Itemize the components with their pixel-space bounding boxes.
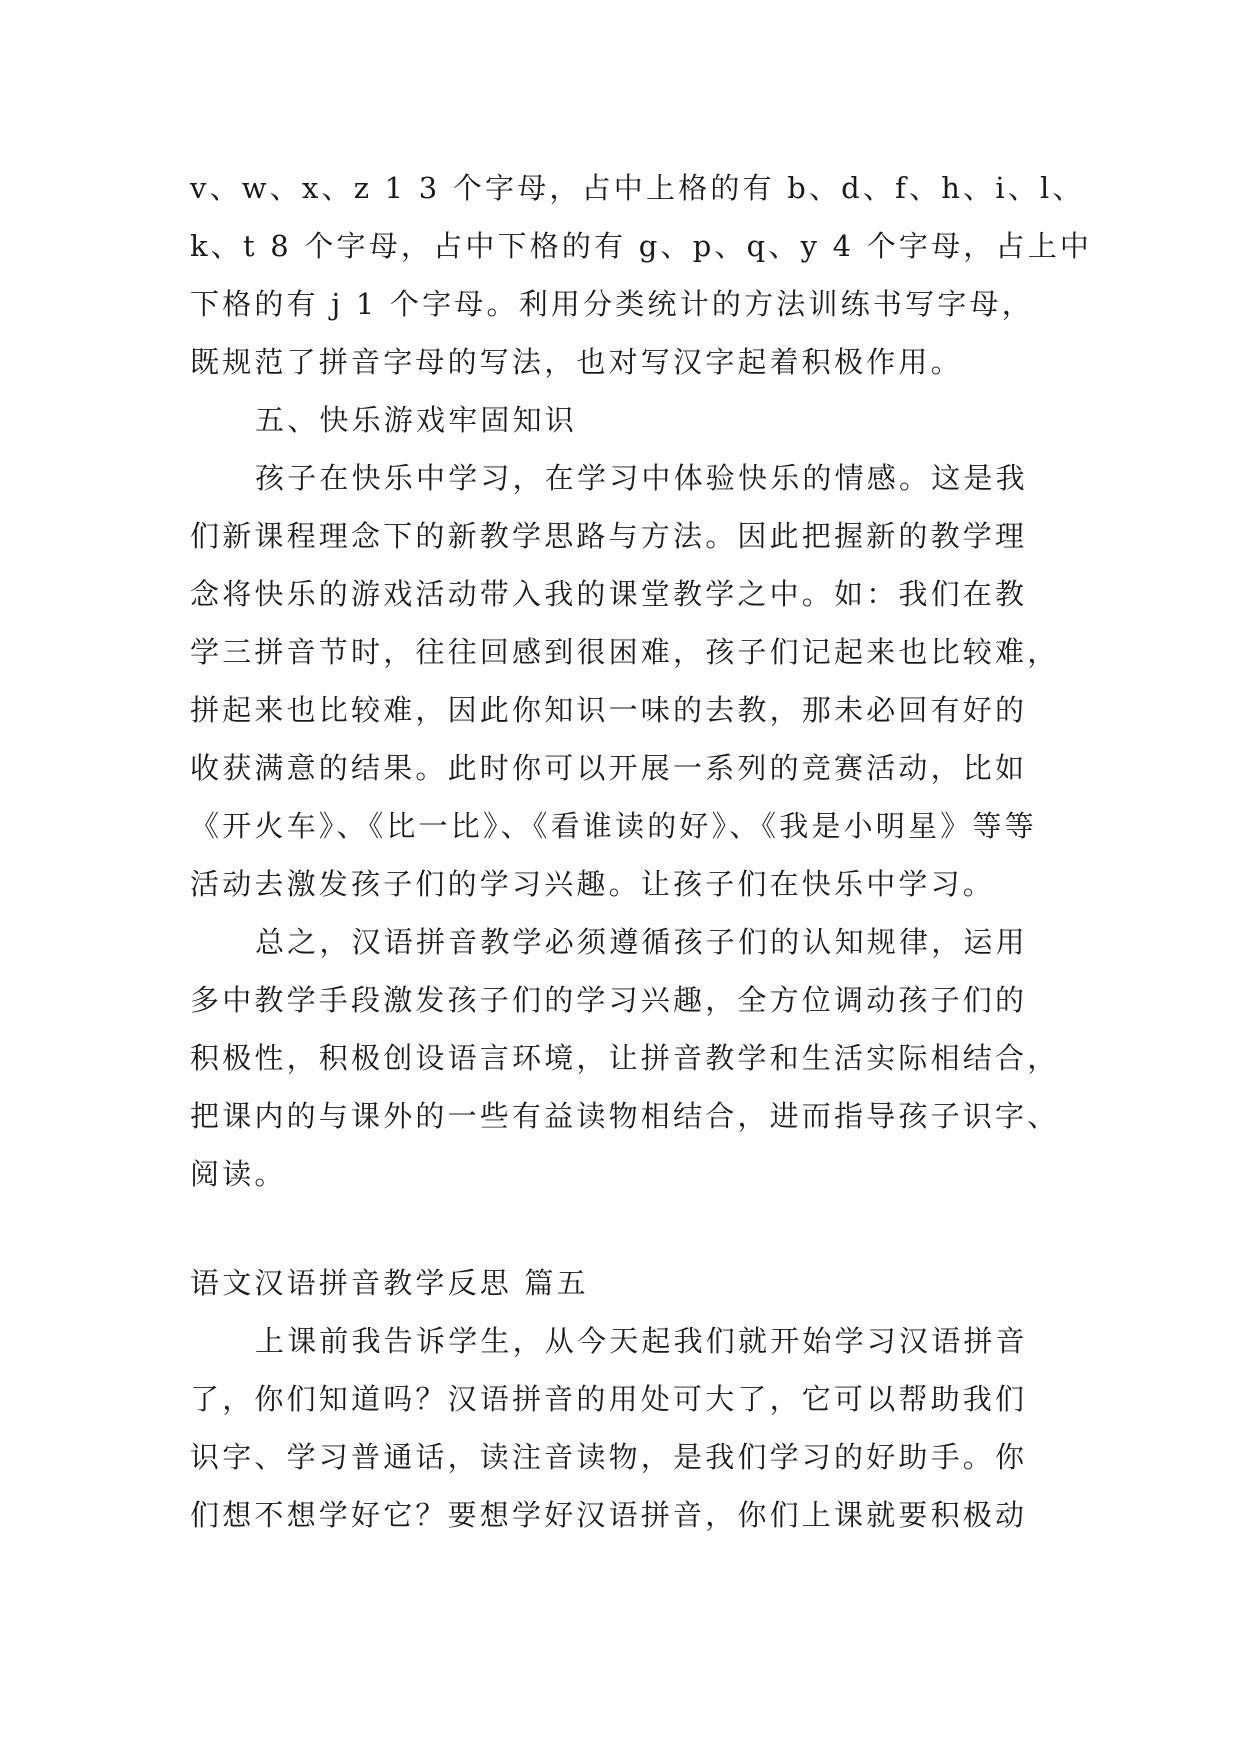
text-line: 念将快乐的游戏活动带入我的课堂教学之中。如：我们在教	[190, 577, 1028, 611]
text-line: 识字、学习普通话，读注音读物，是我们学习的好助手。你	[190, 1440, 1028, 1474]
text-line: 拼起来也比较难，因此你知识一味的去教，那未必回有好的	[190, 693, 1028, 727]
text-line: 活动去激发孩子们的学习兴趣。让孩子们在快乐中学习。	[190, 867, 996, 901]
text-line: 多中教学手段激发孩子们的学习兴趣，全方位调动孩子们的	[190, 983, 1028, 1017]
text-line: 把课内的与课外的一些有益读物相结合，进而指导孩子识字、	[190, 1099, 1060, 1133]
text-line: 们新课程理念下的新教学思路与方法。因此把握新的教学理	[190, 519, 1028, 553]
text-line: 孩子在快乐中学习，在学习中体验快乐的情感。这是我	[255, 461, 1028, 495]
text-line: 了，你们知道吗？汉语拼音的用处可大了，它可以帮助我们	[190, 1382, 1028, 1416]
text-line: 学三拼音节时，往往回感到很困难，孩子们记起来也比较难，	[190, 635, 1060, 669]
text-line: 们想不想学好它？要想学好汉语拼音，你们上课就要积极动	[190, 1498, 1028, 1532]
text-line: k、t 8 个字母，占中下格的有 g、p、q、y 4 个字母，占上中	[190, 229, 1093, 263]
text-line: 上课前我告诉学生，从今天起我们就开始学习汉语拼音	[255, 1324, 1028, 1358]
text-line: 收获满意的结果。此时你可以开展一系列的竞赛活动，比如	[190, 751, 1028, 785]
article-title: 语文汉语拼音教学反思 篇五	[190, 1266, 589, 1300]
text-line: 总之，汉语拼音教学必须遵循孩子们的认知规律，运用	[255, 925, 1028, 959]
text-line: 下格的有 j 1 个字母。利用分类统计的方法训练书写字母，	[190, 287, 1034, 321]
text-line: 既规范了拼音字母的写法，也对写汉字起着积极作用。	[190, 345, 963, 379]
section-heading: 五、快乐游戏牢固知识	[255, 403, 578, 437]
text-line: v、w、x、z 1 3 个字母，占中上格的有 b、d、f、h、i、l、	[190, 171, 1085, 205]
text-line: 《开火车》、《比一比》、《看谁读的好》、《我是小明星》等等	[190, 809, 1037, 843]
text-line: 阅读。	[190, 1157, 287, 1191]
text-line: 积极性，积极创设语言环境，让拼音教学和生活实际相结合，	[190, 1041, 1060, 1075]
